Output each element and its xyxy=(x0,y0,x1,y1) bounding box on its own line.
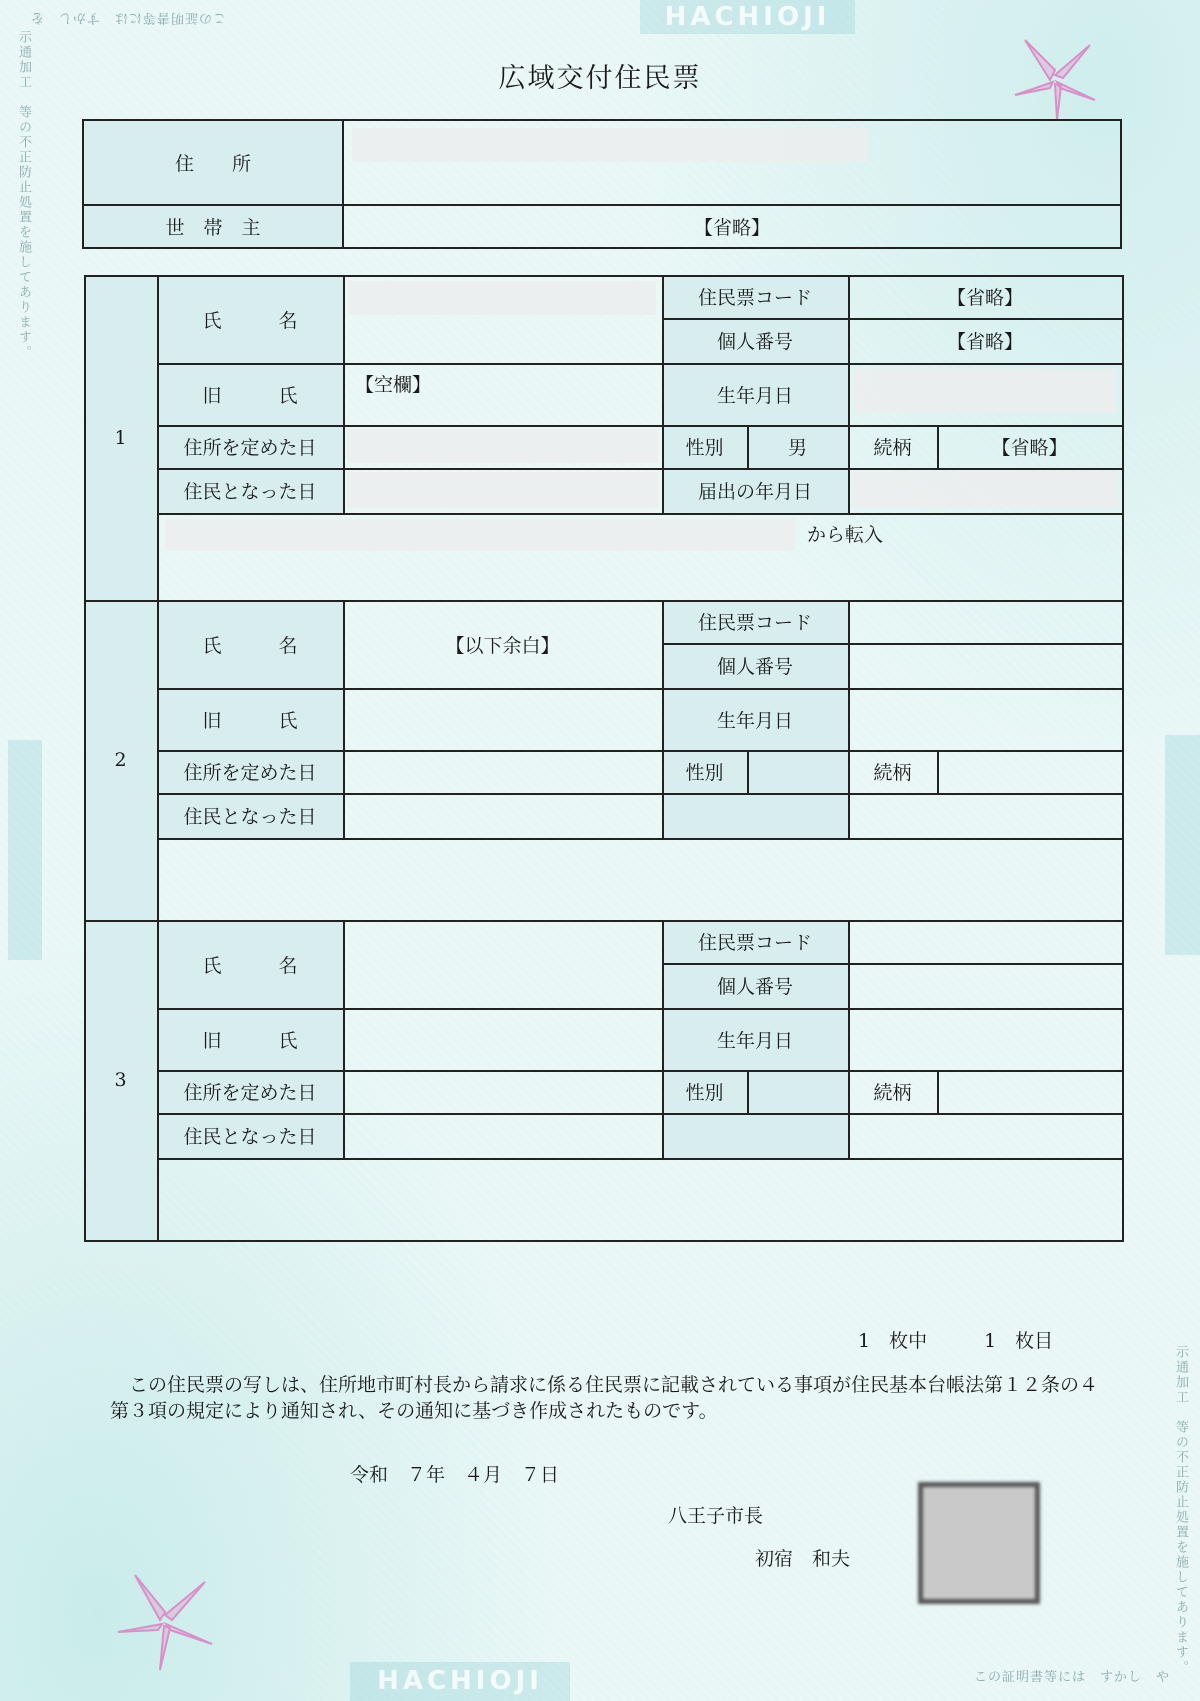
individual-number-label: 個人番号 xyxy=(716,656,793,678)
sex-value: 男 xyxy=(787,437,807,459)
name-value xyxy=(343,920,662,1008)
resident-code-value: 【省略】 xyxy=(946,287,1023,309)
name-value: 【以下余白】 xyxy=(445,634,560,657)
former-surname-label: 旧 氏 xyxy=(202,709,298,732)
issuer-title: 八王子市長 xyxy=(668,1505,764,1527)
resident-date-label: 住民となった日 xyxy=(183,1126,317,1148)
name-label: 氏 名 xyxy=(202,309,298,332)
official-seal xyxy=(918,1482,1040,1604)
redacted-previous-address xyxy=(165,519,795,551)
watermark-side-text-right: 示通加工 等の不正防止処置を施してあります。 xyxy=(1173,1345,1188,1675)
person-number: 2 xyxy=(114,749,127,771)
report-date-label xyxy=(662,793,848,838)
redacted-address xyxy=(352,128,867,162)
name-label: 氏 名 xyxy=(202,954,298,977)
household-head-value: 【省略】 xyxy=(693,217,770,239)
individual-number-label: 個人番号 xyxy=(716,331,793,353)
resident-date-label: 住民となった日 xyxy=(183,806,317,828)
rule xyxy=(1122,600,1124,920)
watermark-bottom-text: この証明書等には すかし や xyxy=(973,1670,1170,1685)
watermark-band-bottom: HACHIOJI xyxy=(350,1662,570,1701)
lily-ornament-bottom xyxy=(100,1560,230,1680)
resident-code-value xyxy=(848,600,1122,643)
individual-number-value: 【省略】 xyxy=(946,331,1023,353)
sex-label: 性別 xyxy=(685,762,724,784)
watermark-band-left xyxy=(8,740,42,960)
relation-label: 続柄 xyxy=(873,762,912,784)
page-count: 1 枚中 1 枚目 xyxy=(858,1330,1054,1352)
person-number: 3 xyxy=(114,1069,127,1091)
address-date-label: 住所を定めた日 xyxy=(183,1082,317,1104)
individual-number-value xyxy=(848,963,1122,1008)
redacted-address-date xyxy=(347,429,658,463)
redacted-report-date xyxy=(852,472,1118,508)
sex-value xyxy=(747,1070,848,1113)
relation-value: 【省略】 xyxy=(991,437,1068,459)
person-number: 1 xyxy=(114,426,127,449)
birth-date-label: 生年月日 xyxy=(716,709,793,732)
former-surname-value: 【空欄】 xyxy=(355,373,432,396)
relation-label: 続柄 xyxy=(873,437,912,459)
watermark-band-top: HACHIOJI xyxy=(640,0,855,34)
sex-value xyxy=(747,750,848,793)
redacted-name xyxy=(349,281,656,315)
report-date-label: 届出の年月日 xyxy=(697,481,812,503)
rule xyxy=(1122,920,1124,1240)
document-title: 広域交付住民票 xyxy=(498,63,702,94)
issuer-name: 初宿 和夫 xyxy=(755,1548,851,1570)
resident-code-label: 住民票コード xyxy=(697,612,812,634)
issue-date: 令和 ７年 ４月 ７日 xyxy=(350,1464,560,1486)
watermark-side-text: 示通加工 等の不正防止処置を施してあります。 xyxy=(16,30,31,360)
name-label: 氏 名 xyxy=(202,634,298,657)
former-surname-label: 旧 氏 xyxy=(202,384,298,407)
individual-number-label: 個人番号 xyxy=(716,976,793,998)
watermark-top-text: この証明書等には すかし を xyxy=(30,10,227,25)
individual-number-value xyxy=(848,643,1122,688)
relation-value xyxy=(937,750,1122,793)
notice-text: この住民票の写しは、住所地市町村長から請求に係る住民票に記載されている事項が住民基本台帳法第１２条の４第３項の規定により通知され、その通知に基づき作成されたものです。 xyxy=(110,1374,1099,1422)
former-surname-value xyxy=(355,692,662,724)
household-head-label: 世 帯 主 xyxy=(165,217,261,239)
sex-label: 性別 xyxy=(685,1082,724,1104)
redacted-resident-date xyxy=(347,472,658,508)
watermark-band-right xyxy=(1165,735,1200,955)
resident-code-label: 住民票コード xyxy=(697,287,812,309)
resident-date-label: 住民となった日 xyxy=(183,481,317,503)
former-surname-value xyxy=(355,1012,662,1044)
resident-code-label: 住民票コード xyxy=(697,932,812,954)
remarks-text xyxy=(807,840,1107,876)
remarks-text xyxy=(807,1160,1107,1196)
birth-date-label: 生年月日 xyxy=(716,1029,793,1052)
birth-date-label: 生年月日 xyxy=(716,384,793,407)
redacted-birth-date xyxy=(854,369,1116,413)
report-date-label xyxy=(662,1113,848,1158)
rule xyxy=(1122,275,1124,600)
address-label: 住 所 xyxy=(174,153,251,175)
address-date-label: 住所を定めた日 xyxy=(183,762,317,784)
rule xyxy=(84,1240,1124,1242)
former-surname-label: 旧 氏 xyxy=(202,1029,298,1052)
relation-label: 続柄 xyxy=(873,1082,912,1104)
address-date-label: 住所を定めた日 xyxy=(183,437,317,459)
resident-code-value xyxy=(848,920,1122,963)
relation-value xyxy=(937,1070,1122,1113)
sex-label: 性別 xyxy=(685,437,724,459)
remarks-text: から転入 xyxy=(807,523,884,546)
